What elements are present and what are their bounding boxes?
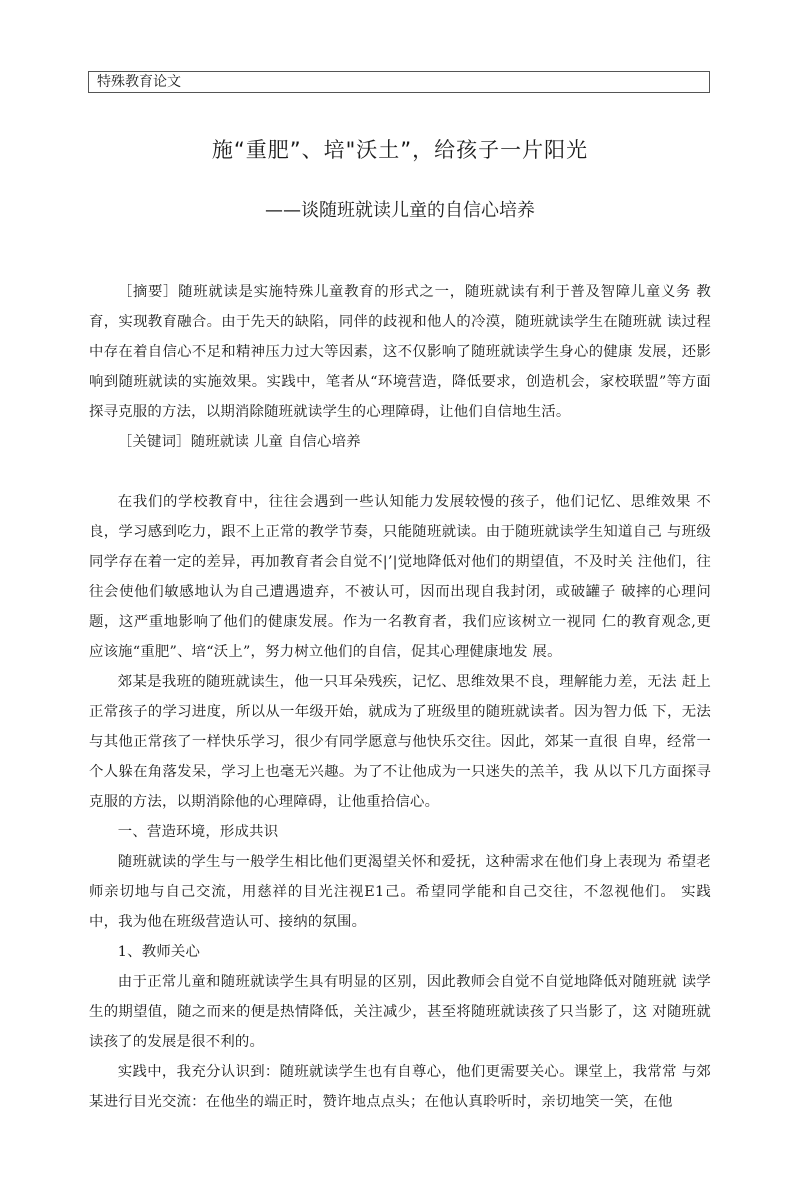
body-paragraph: 郊某是我班的随班就读生，他一只耳朵残疾，记忆、思维效果不良，理解能力差，无法 赶上正常孩子的学习进度，所以从一年级开始，就成为了班级里的随班就读者。因为智力低 下，无法与其他正常孩了一样快乐学习，很少有同学愿意与他快乐交往。因此，郊某一直很 自卑，经常一个人躲在角落发呆，学习上也毫无兴趣。为了不让他成为一只迷失的羔羊，我 从以下几方面探寻克服的方法，以期消除他的心理障碍，让他重拾信心。 (89, 674, 711, 810)
body-paragraph: 由于正常儿童和随班就读学生具有明显的区别，因此教师会自觉不自觉地降低对随班就 读学生的期望值，随之而来的便是热情降低，关注减少，甚至将随班就读孩了只当影了，这 对随班就读孩了的发展是很不利的。 (89, 974, 711, 1050)
keywords-paragraph: ［关键词］随班就读 儿童 自信心培养 (117, 434, 361, 450)
header-label: 特殊教育论文 (97, 74, 181, 90)
page-title: 施“重肥”、培"沃土”，给孩子一片阳光 (211, 138, 589, 162)
section-gap (89, 457, 711, 487)
abstract-paragraph: ［摘要］随班就读是实施特殊儿童教育的形式之一，随班就读有利于普及智障儿童义务 教育，实现教育融合。由于先天的缺陷，同伴的歧视和他人的冷漠，随班就读学生在随班就 读过程中存在着自信心不足和精神压力过大等因素，这不仅影响了随班就读学生身心的健康 发展，还影响到随班就读的实施效果。实践中，笔者从“环境营造，降低要求，创造机会，家校联盟”等方面探寻克服的方法，以期消除随班就读学生的心理障碍，让他们自信地生活。 (89, 284, 711, 420)
body-paragraph: 实践中，我充分认识到：随班就读学生也有自尊心，他们更需要关心。课堂上，我常常 与郊某进行目光交流：在他坐的端正时，赞许地点点头；在他认真聆听时，亲切地笑一笑，在他 (89, 1064, 711, 1110)
subsection-heading: 1、教师关心 (117, 944, 201, 960)
body-paragraph: 随班就读的学生与一般学生相比他们更渴望关怀和爱抚，这种需求在他们身上表现为 希望老师亲切地与自己交流，用慈祥的目光注视E1己。希望同学能和自己交往，不忽视他们。 实践中，我为他在班级营造认可、接纳的氛围。 (89, 854, 711, 930)
section-heading: 一、营造环境，形成共识 (117, 824, 279, 840)
article-body (89, 277, 711, 1117)
page-subtitle: ——谈随班就读儿童的自信心培养 (265, 200, 535, 221)
header-box (88, 71, 710, 93)
body-paragraph: 在我们的学校教育中，往往会遇到一些认知能力发展较慢的孩子，他们记忆、思维效果 不良，学习感到吃力，跟不上正常的教学节奏，只能随班就读。由于随班就读学生知道自己 与班级同学存在着一定的差异，再加教育者会自觉不|’|觉地降低对他们的期望值，不及时关 注他们，往往会使他们敏感地认为自己遭遇遗弃，不被认可，因而出现自我封闭，或破罐子 破摔的心理问题，这严重地影响了他们的健康发展。作为一名教育者，我们应该树立一视同 仁的教育观念,更应该施“重肥”、培“沃上”，努力树立他们的自信，促其心理健康地发 展。 (89, 494, 711, 660)
